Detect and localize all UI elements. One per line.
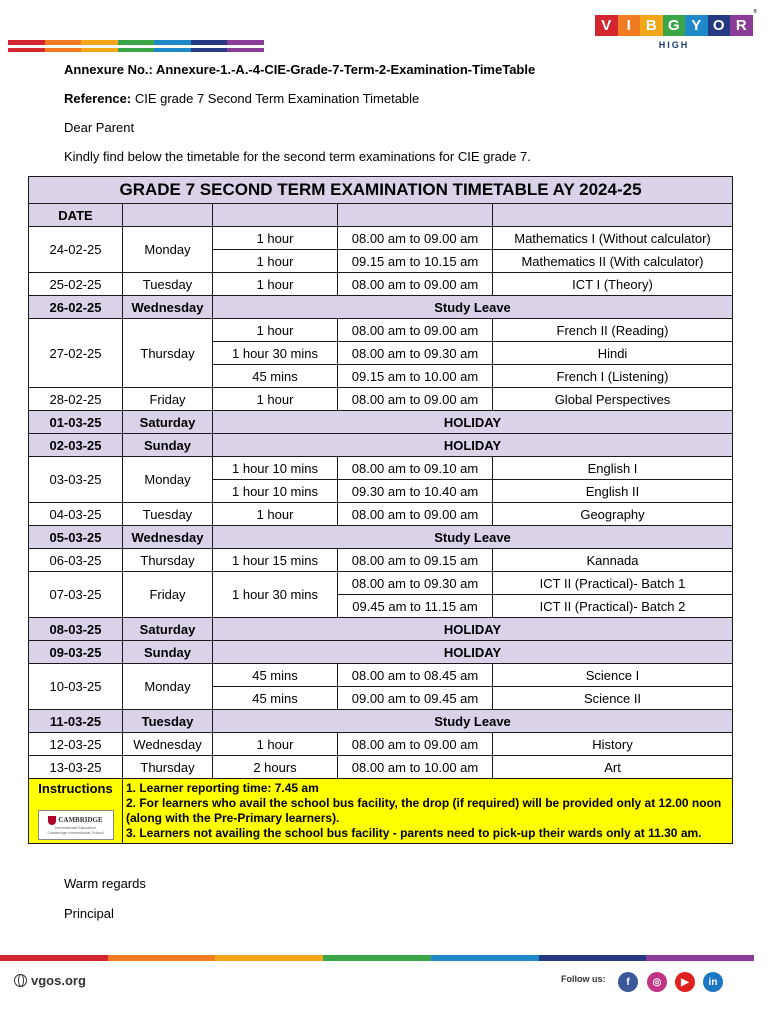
globe-icon	[14, 974, 27, 987]
subject-cell: Mathematics I (Without calculator)	[493, 227, 733, 250]
day-cell: Tuesday	[123, 710, 213, 733]
time-cell: 08.00 am to 09.00 am	[338, 503, 493, 526]
instagram-icon[interactable]: ◎	[647, 972, 667, 992]
subject-cell: Geography	[493, 503, 733, 526]
closing-regards: Warm regards	[64, 876, 146, 891]
facebook-icon[interactable]: f	[618, 972, 638, 992]
stripe-segment	[539, 955, 647, 961]
subject-cell: Science I	[493, 664, 733, 687]
instructions-row	[29, 779, 733, 844]
cambridge-sub: International Education	[55, 824, 96, 830]
subject-cell: ICT II (Practical)- Batch 2	[493, 595, 733, 618]
stripe-segment	[431, 955, 539, 961]
duration-cell: 1 hour	[213, 250, 338, 273]
table-row	[29, 710, 733, 733]
day-cell: Monday	[123, 457, 213, 503]
logo-letter: R	[730, 15, 753, 36]
stripe-segment	[323, 955, 431, 961]
instruction-item: 3. Learners not availing the school bus facility - parents need to pick-up their wards only at 11.30 am.	[126, 826, 702, 840]
duration-cell: 45 mins	[213, 664, 338, 687]
day-cell: Saturday	[123, 618, 213, 641]
date-cell: 10-03-25	[29, 664, 123, 710]
follow-us-label: Follow us:	[561, 974, 606, 984]
subject-cell: English II	[493, 480, 733, 503]
duration-cell: 1 hour 30 mins	[213, 342, 338, 365]
duration-cell: 2 hours	[213, 756, 338, 779]
subject-cell: Global Perspectives	[493, 388, 733, 411]
time-cell: 09.45 am to 11.15 am	[338, 595, 493, 618]
date-cell: 11-03-25	[29, 710, 123, 733]
date-cell: 08-03-25	[29, 618, 123, 641]
day-cell: Friday	[123, 572, 213, 618]
top-color-stripe-lower	[8, 48, 264, 52]
logo-letter: I	[618, 15, 641, 36]
date-cell: 24-02-25	[29, 227, 123, 273]
table-row	[29, 227, 733, 250]
logo-letter: G	[663, 15, 686, 36]
cambridge-logo	[38, 810, 114, 840]
table-row	[29, 296, 733, 319]
stripe-segment	[8, 48, 45, 52]
stripe-segment	[118, 40, 155, 45]
stripe-segment	[81, 48, 118, 52]
logo-letter: V	[595, 15, 618, 36]
salutation: Dear Parent	[64, 120, 135, 135]
stripe-segment	[154, 40, 191, 45]
table-row	[29, 618, 733, 641]
cambridge-foot: Cambridge International School	[47, 829, 104, 835]
note-cell: Study Leave	[213, 710, 733, 733]
subject-cell: ICT II (Practical)- Batch 1	[493, 572, 733, 595]
time-cell: 09.15 am to 10.00 am	[338, 365, 493, 388]
logo-letter: O	[708, 15, 731, 36]
subject-cell: Hindi	[493, 342, 733, 365]
time-cell: 08.00 am to 09.00 am	[338, 273, 493, 296]
duration-cell: 1 hour	[213, 388, 338, 411]
header-time	[338, 204, 493, 227]
day-cell: Thursday	[123, 549, 213, 572]
time-cell: 08.00 am to 10.00 am	[338, 756, 493, 779]
instructions-text	[123, 779, 733, 844]
date-cell: 13-03-25	[29, 756, 123, 779]
stripe-segment	[81, 40, 118, 45]
subject-cell: French II (Reading)	[493, 319, 733, 342]
timetable-title: GRADE 7 SECOND TERM EXAMINATION TIMETABLE AY 2024-25	[29, 177, 733, 204]
stripe-segment	[646, 955, 754, 961]
time-cell: 08.00 am to 09.10 am	[338, 457, 493, 480]
date-cell: 04-03-25	[29, 503, 123, 526]
stripe-segment	[45, 40, 82, 45]
exam-timetable	[28, 176, 733, 844]
time-cell: 08.00 am to 09.30 am	[338, 572, 493, 595]
subject-cell: English I	[493, 457, 733, 480]
day-cell: Monday	[123, 227, 213, 273]
stripe-segment	[191, 48, 228, 52]
subject-cell: Science II	[493, 687, 733, 710]
instruction-item: 2. For learners who avail the school bus facility, the drop (if required) will be provided only at 12.00 noon (along with the Pre-Primary learners).	[126, 796, 722, 825]
duration-cell: 1 hour 15 mins	[213, 549, 338, 572]
intro-text: Kindly find below the timetable for the second term examinations for CIE grade 7.	[64, 149, 531, 164]
website-link[interactable]	[14, 973, 86, 988]
annexure-line: Annexure No.: Annexure-1.-A.-4-CIE-Grade-7-Term-2-Examination-TimeTable	[64, 62, 536, 77]
subject-cell: History	[493, 733, 733, 756]
instructions-label: Instructions	[38, 781, 113, 796]
stripe-segment	[215, 955, 323, 961]
time-cell: 09.00 am to 09.45 am	[338, 687, 493, 710]
duration-cell: 1 hour	[213, 733, 338, 756]
website-text: vgos.org	[31, 973, 86, 988]
day-cell: Thursday	[123, 756, 213, 779]
day-cell: Wednesday	[123, 733, 213, 756]
subject-cell: French I (Listening)	[493, 365, 733, 388]
stripe-segment	[191, 40, 228, 45]
table-row	[29, 572, 733, 595]
table-row	[29, 434, 733, 457]
date-cell: 12-03-25	[29, 733, 123, 756]
date-cell: 02-03-25	[29, 434, 123, 457]
header-date: DATE	[29, 204, 123, 227]
registered-mark: ®	[753, 9, 757, 15]
time-cell: 08.00 am to 08.45 am	[338, 664, 493, 687]
table-row	[29, 503, 733, 526]
table-row	[29, 756, 733, 779]
date-cell: 05-03-25	[29, 526, 123, 549]
time-cell: 08.00 am to 09.00 am	[338, 388, 493, 411]
stripe-segment	[45, 48, 82, 52]
signatory: Principal	[64, 906, 114, 921]
table-row	[29, 549, 733, 572]
logo-letter: Y	[685, 15, 708, 36]
date-cell: 26-02-25	[29, 296, 123, 319]
time-cell: 08.00 am to 09.30 am	[338, 342, 493, 365]
time-cell: 08.00 am to 09.00 am	[338, 319, 493, 342]
time-cell: 09.30 am to 10.40 am	[338, 480, 493, 503]
note-cell: HOLIDAY	[213, 411, 733, 434]
header-duration	[213, 204, 338, 227]
date-cell: 27-02-25	[29, 319, 123, 388]
day-cell: Thursday	[123, 319, 213, 388]
day-cell: Wednesday	[123, 526, 213, 549]
date-cell: 06-03-25	[29, 549, 123, 572]
cambridge-name: CAMBRIDGE	[58, 816, 103, 824]
table-row	[29, 526, 733, 549]
note-cell: Study Leave	[213, 526, 733, 549]
day-cell: Tuesday	[123, 503, 213, 526]
duration-cell: 1 hour	[213, 273, 338, 296]
date-cell: 07-03-25	[29, 572, 123, 618]
reference-value: CIE grade 7 Second Term Examination Timetable	[131, 91, 420, 106]
reference-label: Reference:	[64, 91, 132, 106]
table-row	[29, 733, 733, 756]
stripe-segment	[8, 40, 45, 45]
day-cell: Saturday	[123, 411, 213, 434]
duration-cell: 1 hour	[213, 227, 338, 250]
duration-cell: 1 hour	[213, 503, 338, 526]
table-row	[29, 411, 733, 434]
youtube-icon[interactable]: ▶	[675, 972, 695, 992]
header-row	[29, 204, 733, 227]
day-cell: Sunday	[123, 641, 213, 664]
stripe-segment	[0, 955, 108, 961]
date-cell: 01-03-25	[29, 411, 123, 434]
time-cell: 08.00 am to 09.00 am	[338, 733, 493, 756]
schedule-body	[29, 227, 733, 779]
duration-cell: 1 hour	[213, 319, 338, 342]
time-cell: 09.15 am to 10.15 am	[338, 250, 493, 273]
date-cell: 25-02-25	[29, 273, 123, 296]
subject-cell: ICT I (Theory)	[493, 273, 733, 296]
stripe-segment	[227, 48, 264, 52]
date-cell: 28-02-25	[29, 388, 123, 411]
note-cell: HOLIDAY	[213, 434, 733, 457]
duration-cell: 1 hour 30 mins	[213, 572, 338, 618]
note-cell: HOLIDAY	[213, 618, 733, 641]
logo-subtitle: HIGH	[658, 40, 690, 50]
duration-cell: 1 hour 10 mins	[213, 457, 338, 480]
logo-letters	[595, 15, 753, 36]
stripe-segment	[154, 48, 191, 52]
day-cell: Tuesday	[123, 273, 213, 296]
day-cell: Monday	[123, 664, 213, 710]
duration-cell: 45 mins	[213, 687, 338, 710]
stripe-segment	[108, 955, 216, 961]
table-row	[29, 273, 733, 296]
reference-line	[64, 91, 419, 106]
table-row	[29, 641, 733, 664]
logo-letter: B	[640, 15, 663, 36]
table-row	[29, 388, 733, 411]
time-cell: 08.00 am to 09.15 am	[338, 549, 493, 572]
duration-cell: 1 hour 10 mins	[213, 480, 338, 503]
vibgyor-logo	[595, 9, 757, 50]
table-row	[29, 319, 733, 342]
note-cell: HOLIDAY	[213, 641, 733, 664]
subject-cell: Mathematics II (With calculator)	[493, 250, 733, 273]
subject-cell: Art	[493, 756, 733, 779]
day-cell: Sunday	[123, 434, 213, 457]
header-subject	[493, 204, 733, 227]
duration-cell: 45 mins	[213, 365, 338, 388]
linkedin-icon[interactable]: in	[703, 972, 723, 992]
table-row	[29, 457, 733, 480]
subject-cell: Kannada	[493, 549, 733, 572]
stripe-segment	[118, 48, 155, 52]
date-cell: 03-03-25	[29, 457, 123, 503]
bottom-color-stripe	[0, 955, 754, 961]
header-day	[123, 204, 213, 227]
table-row	[29, 664, 733, 687]
time-cell: 08.00 am to 09.00 am	[338, 227, 493, 250]
instruction-item: 1. Learner reporting time: 7.45 am	[126, 781, 319, 795]
day-cell: Friday	[123, 388, 213, 411]
top-color-stripe	[8, 40, 264, 45]
instructions-cell	[29, 779, 123, 844]
note-cell: Study Leave	[213, 296, 733, 319]
stripe-segment	[227, 40, 264, 45]
date-cell: 09-03-25	[29, 641, 123, 664]
cambridge-shield-icon	[48, 816, 102, 825]
day-cell: Wednesday	[123, 296, 213, 319]
